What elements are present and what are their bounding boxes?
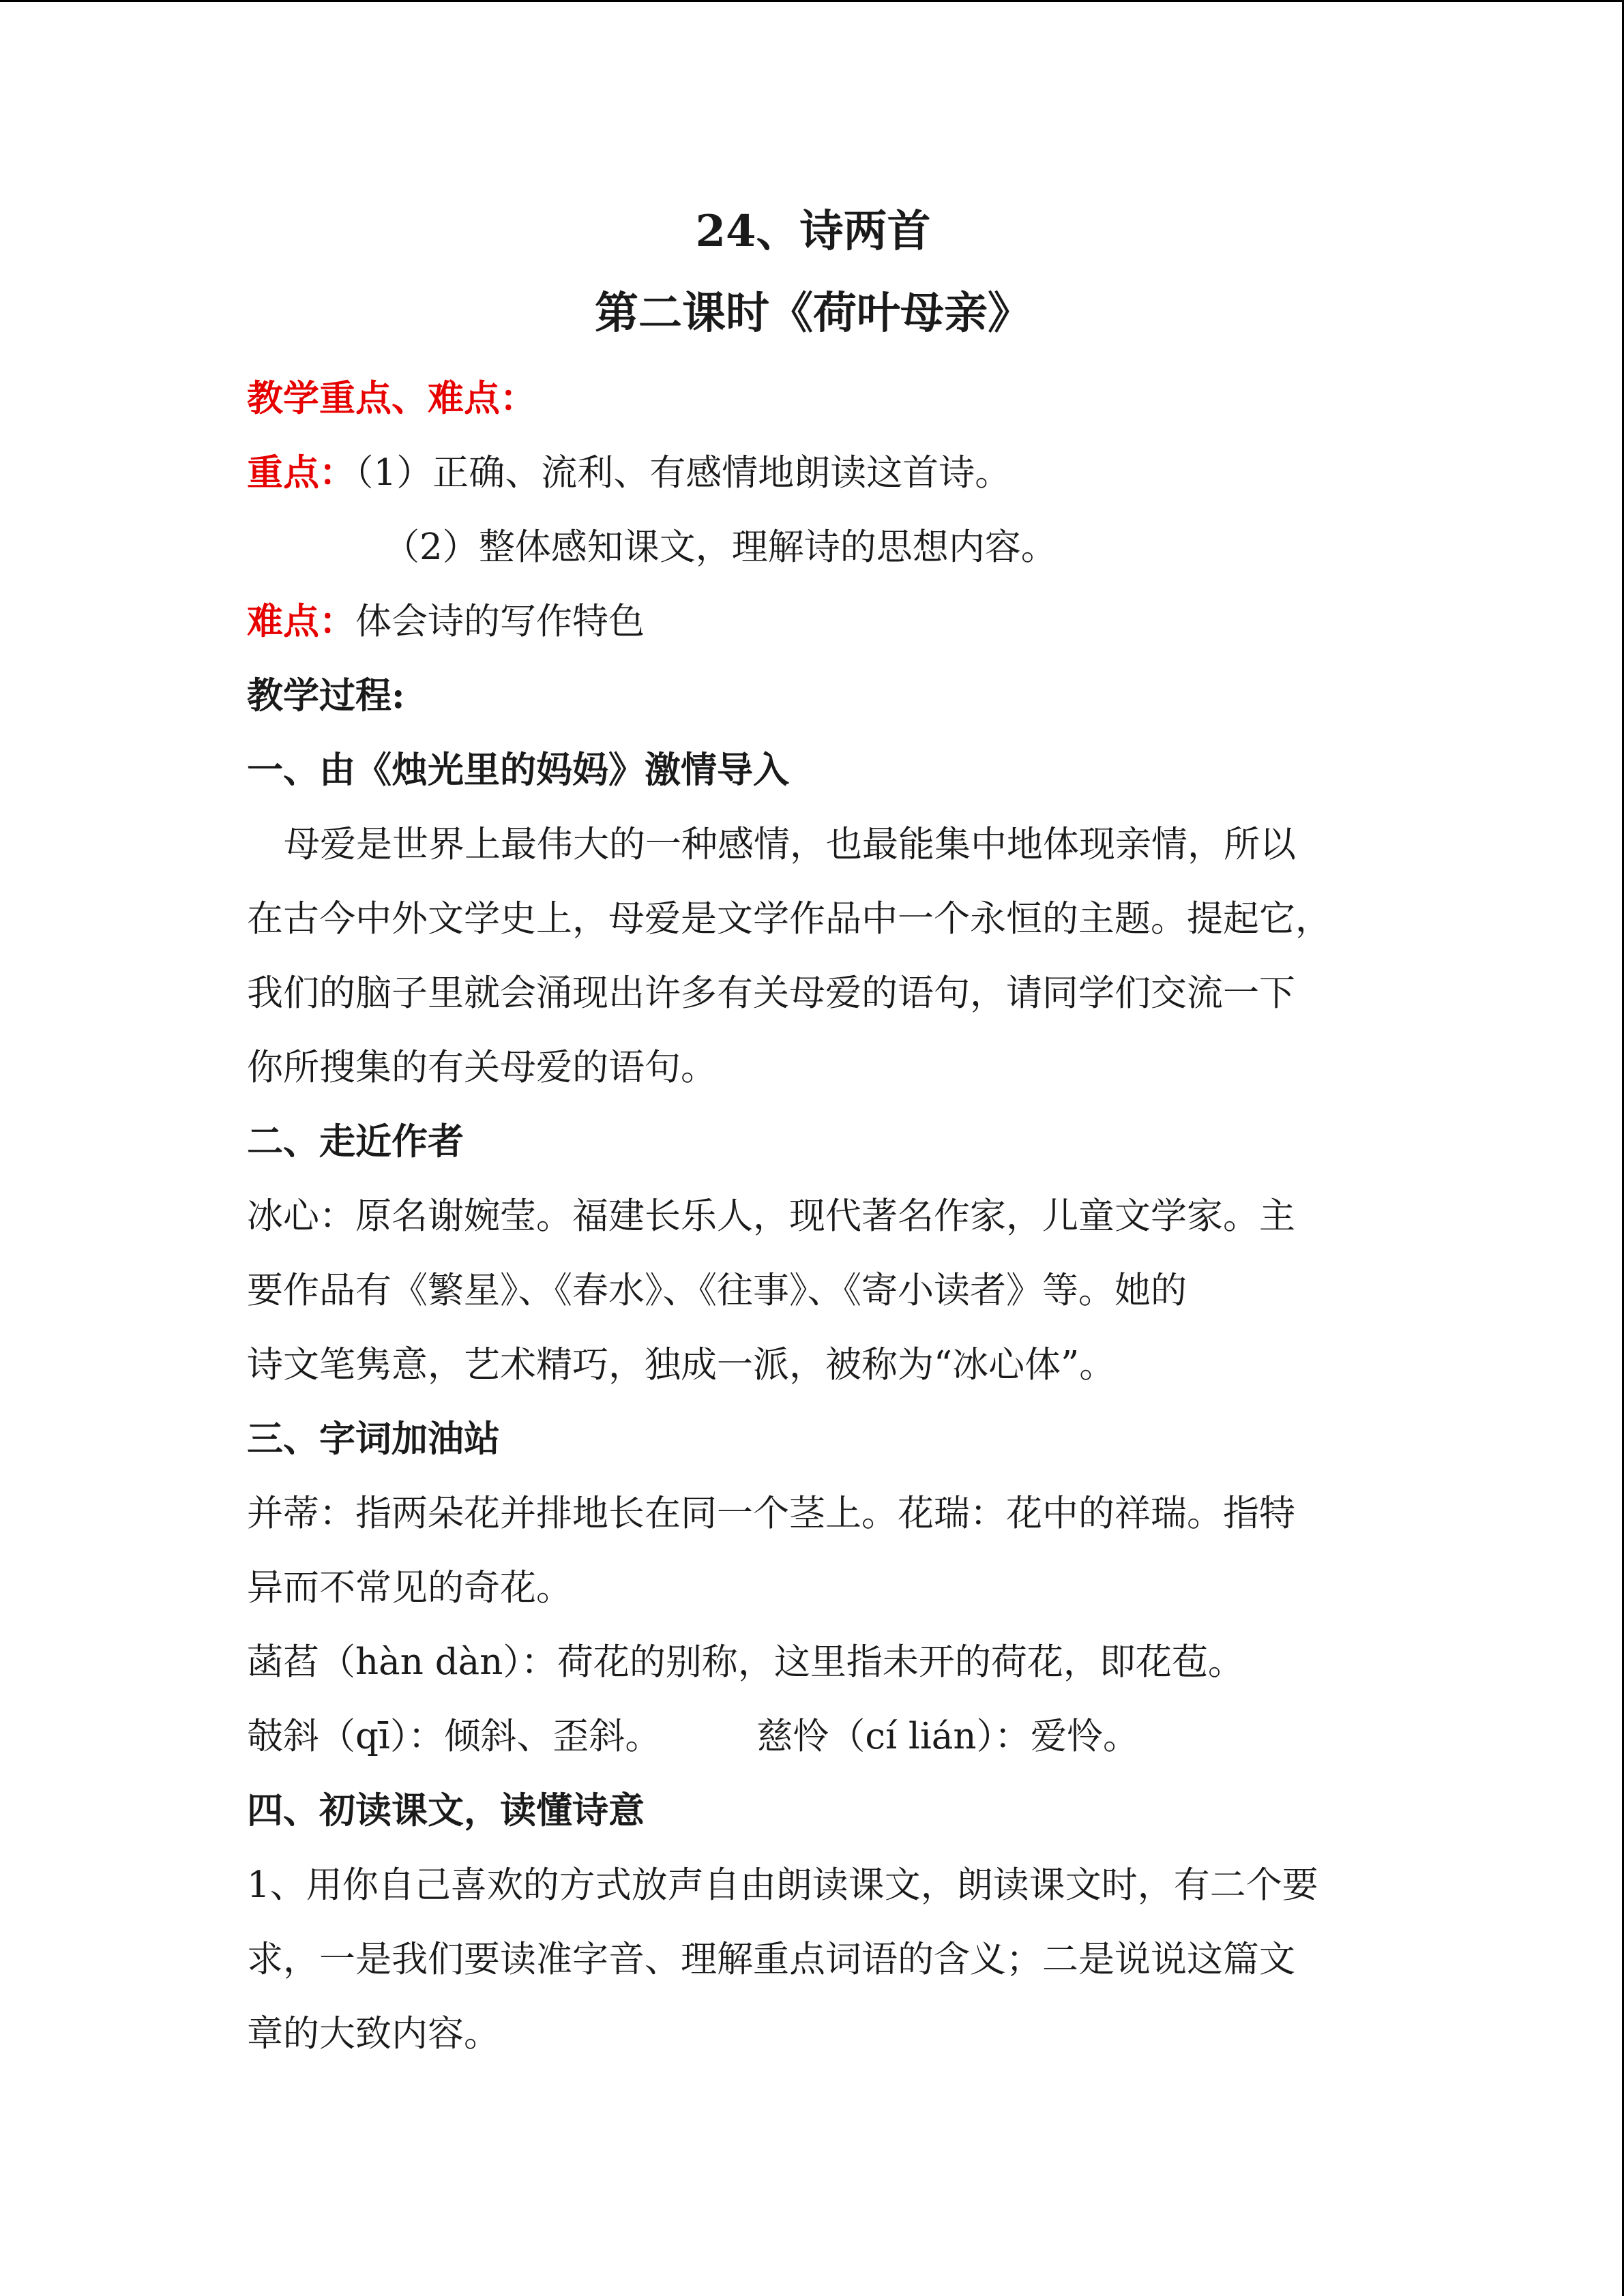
- key-point-2: （2）整体感知课文，理解诗的思想内容。: [383, 526, 1057, 568]
- section1-line: 在古今中外文学史上，母爱是文学作品中一个永恒的主题。提起它，: [247, 898, 1331, 940]
- section3-last-line: [247, 1699, 1379, 1774]
- section4-line: 1、用你自己喜欢的方式放声自由朗读课文，朗读课文时，有二个要: [247, 1864, 1318, 1906]
- section3-last-right: 慈怜（cí lián）：爱怜。: [756, 1716, 1140, 1757]
- section1-heading: 一、由《烛光里的妈妈》激情导入: [247, 749, 789, 791]
- section2-line: 冰心：原名谢婉莹。福建长乐人，现代著名作家，儿童文学家。主: [247, 1195, 1295, 1237]
- document-body: [247, 198, 1379, 2071]
- section2-line: 诗文笔隽意，艺术精巧，独成一派，被称为“冰心体”。: [247, 1344, 1116, 1386]
- section3-line: 菡萏（hàn dàn）：荷花的别称，这里指未开的荷花，即花苞。: [247, 1641, 1244, 1683]
- process-heading: 教学过程:: [247, 674, 405, 717]
- section1-line: 我们的脑子里就会涌现出许多有关母爱的语句，请同学们交流一下: [247, 972, 1295, 1014]
- page-border-top: [0, 0, 1624, 2]
- section3-last-left: 攲斜（qī）：倾斜、歪斜。: [247, 1716, 662, 1757]
- difficulty-line: [247, 584, 1379, 659]
- document-title: 24、诗两首: [695, 206, 931, 257]
- section3-line: 异而不常见的奇花。: [247, 1567, 572, 1609]
- section3-line: 并蒂：指两朵花并排地长在同一个茎上。花瑞：花中的祥瑞。指特: [247, 1493, 1295, 1534]
- section1-line: 你所搜集的有关母爱的语句。: [247, 1047, 717, 1088]
- difficulty-label: 难点：: [247, 600, 355, 642]
- difficulty-text: 体会诗的写作特色: [355, 601, 645, 642]
- document-subtitle: 第二课时《荷叶母亲》: [595, 288, 1031, 339]
- section3-heading: 三、字词加油站: [247, 1418, 500, 1460]
- key-point-line-1: [247, 436, 1379, 510]
- section4-line: 求，一是我们要读准字音、理解重点词语的含义；二是说说这篇文: [247, 1939, 1295, 1980]
- section2-heading: 二、走近作者: [247, 1120, 464, 1163]
- key-point-1: （1）正确、流利、有感情地朗读这首诗。: [355, 452, 1012, 494]
- key-difficulty-heading: 教学重点、难点：: [247, 377, 536, 419]
- section4-line: 章的大致内容。: [247, 2013, 500, 2055]
- key-points-label: 重点：: [247, 451, 355, 494]
- section4-heading: 四、初读课文，读懂诗意: [247, 1789, 645, 1832]
- section1-line: 母爱是世界上最伟大的一种感情，也最能集中地体现亲情，所以: [284, 824, 1296, 865]
- section2-line: 要作品有《繁星》、《春水》、《往事》、《寄小读者》等。她的: [247, 1270, 1187, 1311]
